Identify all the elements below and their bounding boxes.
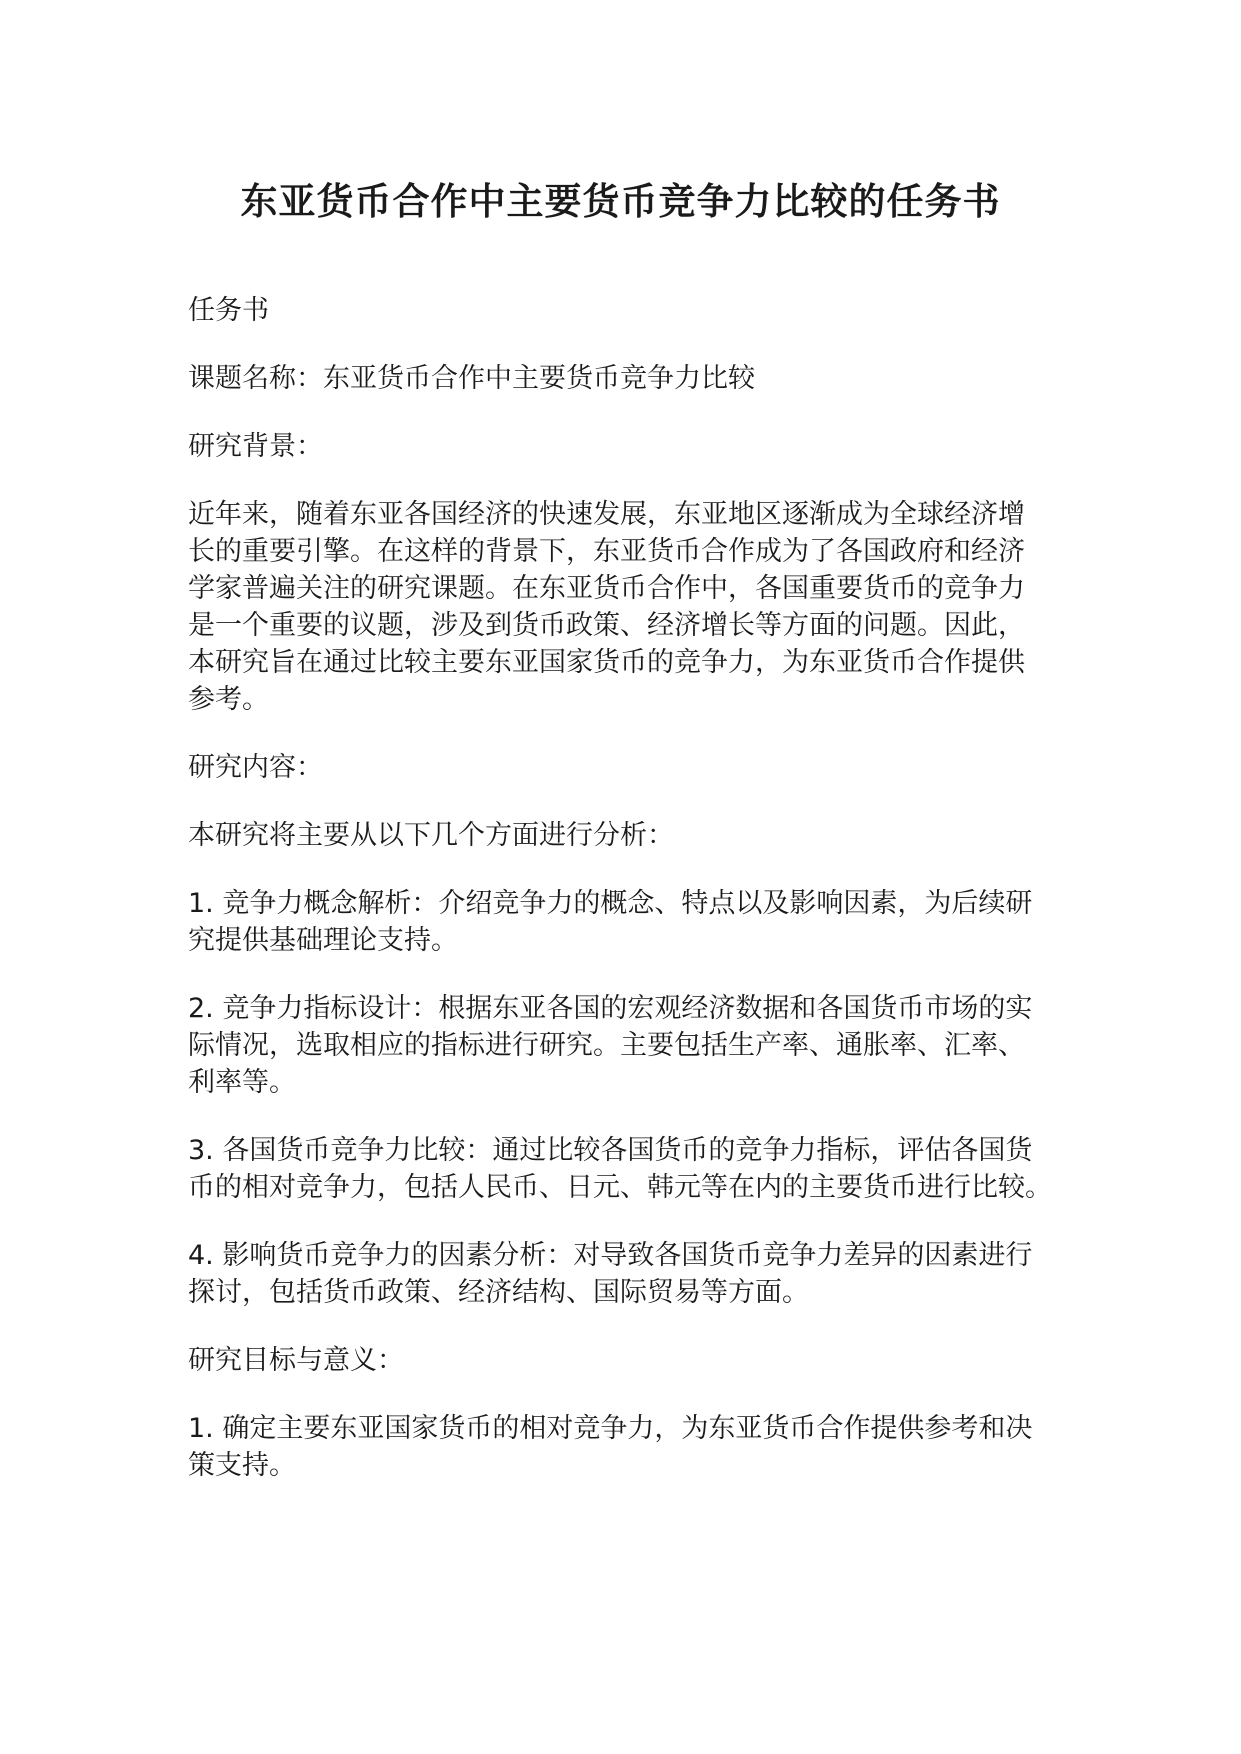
list-item-content-4: 4. 影响货币竞争力的因素分析：对导致各国货币竞争力差异的因素进行 探讨，包括货币政策、经济结构、国际贸易等方面。 [188, 1240, 1033, 1308]
list-item-goal-1: 1. 确定主要东亚国家货币的相对竞争力，为东亚货币合作提供参考和决 策支持。 [188, 1413, 1033, 1481]
heading-goals-significance: 研究目标与意义： [188, 1345, 404, 1376]
list-item-content-2: 2. 竞争力指标设计：根据东亚各国的宏观经济数据和各国货币市场的实 际情况，选取相应的指标进行研究。主要包括生产率、通胀率、汇率、 利率等。 [188, 993, 1033, 1098]
document-title: 东亚货币合作中主要货币竞争力比较的任务书 [240, 180, 1001, 223]
list-item-content-3: 3. 各国货币竞争力比较：通过比较各国货币的竞争力指标，评估各国货 币的相对竞争力，包括人民币、日元、韩元等在内的主要货币进行比较。 [188, 1135, 1052, 1203]
document-body [188, 292, 1068, 1515]
paragraph-content-intro: 本研究将主要从以下几个方面进行分析： [188, 820, 674, 851]
heading-research-content: 研究内容： [188, 752, 323, 783]
heading-research-background: 研究背景： [188, 431, 323, 462]
topic-name-line: 课题名称：东亚货币合作中主要货币竞争力比较 [188, 363, 755, 394]
section-label-task-book: 任务书 [188, 295, 269, 326]
paragraph-background: 近年来，随着东亚各国经济的快速发展，东亚地区逐渐成为全球经济增 长的重要引擎。在这样的背景下，东亚货币合作成为了各国政府和经济 学家普遍关注的研究课题。在东亚货币合作中，各国重要货币的竞争力 是一个重要的议题，涉及到货币政策、经济增长等方面的问题。因此， 本研究旨在通过比较主要东亚国家货币的竞争力，为东亚货币合作提供 参考。 [188, 499, 1025, 715]
list-item-content-1: 1. 竞争力概念解析：介绍竞争力的概念、特点以及影响因素，为后续研 究提供基础理论支持。 [188, 888, 1033, 956]
